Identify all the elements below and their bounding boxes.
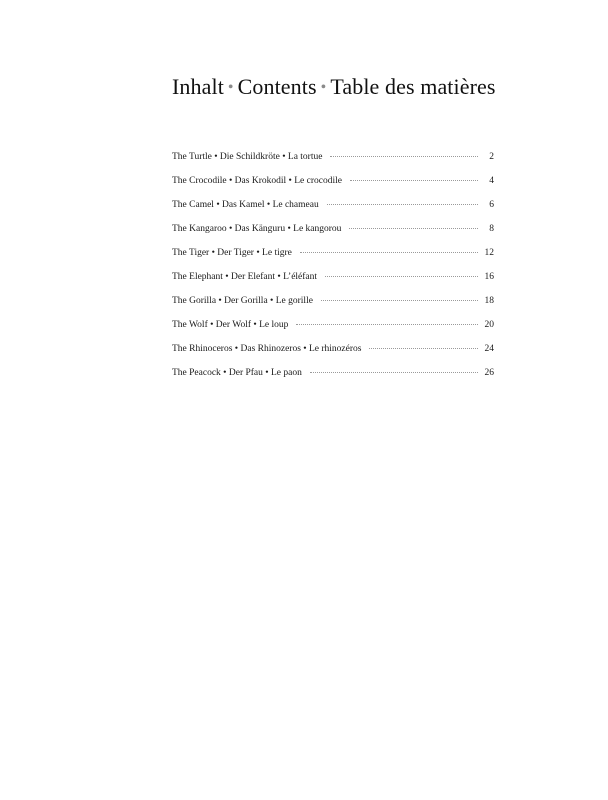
dot-leader	[300, 252, 478, 253]
toc-page-number: 18	[484, 296, 494, 306]
toc-page-number: 8	[489, 224, 494, 234]
toc-entry-gorilla[interactable]	[172, 296, 494, 320]
toc-entry-label: The Kangaroo • Das Känguru • Le kangorou	[172, 224, 342, 234]
toc-page-number: 4	[489, 176, 494, 186]
toc-entry-label: The Turtle • Die Schildkröte • La tortue	[172, 152, 323, 162]
title-french: Table des matières	[330, 74, 496, 99]
toc-page-number: 24	[484, 344, 494, 354]
dot-leader	[369, 348, 478, 349]
toc-entry-rhinoceros[interactable]	[172, 344, 494, 368]
dot-leader	[349, 228, 478, 229]
toc-entry-elephant[interactable]	[172, 272, 494, 296]
toc-entry-label: The Camel • Das Kamel • Le chameau	[172, 200, 319, 210]
toc-entry-camel[interactable]	[172, 200, 494, 224]
toc-page-number: 6	[489, 200, 494, 210]
toc-entry-label: The Gorilla • Der Gorilla • Le gorille	[172, 296, 313, 306]
title-separator: •	[320, 79, 327, 96]
title-german: Inhalt	[172, 74, 224, 99]
table-of-contents	[172, 152, 494, 392]
toc-entry-wolf[interactable]	[172, 320, 494, 344]
dot-leader	[296, 324, 478, 325]
toc-entry-label: The Crocodile • Das Krokodil • Le crocodile	[172, 176, 342, 186]
dot-leader	[325, 276, 478, 277]
toc-entry-label: The Tiger • Der Tiger • Le tigre	[172, 248, 292, 258]
page-title	[172, 74, 496, 100]
dot-leader	[350, 180, 478, 181]
dot-leader	[310, 372, 478, 373]
dot-leader	[330, 156, 478, 157]
title-english: Contents	[237, 74, 317, 99]
dot-leader	[321, 300, 478, 301]
toc-page-number: 16	[484, 272, 494, 282]
toc-page-number: 2	[489, 152, 494, 162]
toc-entry-peacock[interactable]	[172, 368, 494, 392]
toc-entry-crocodile[interactable]	[172, 176, 494, 200]
dot-leader	[327, 204, 478, 205]
toc-entry-label: The Elephant • Der Elefant • L’éléfant	[172, 272, 318, 282]
toc-entry-kangaroo[interactable]	[172, 224, 494, 248]
toc-entry-label: The Peacock • Der Pfau • Le paon	[172, 368, 302, 378]
title-separator: •	[227, 79, 234, 96]
toc-page-number: 26	[484, 368, 494, 378]
toc-entry-label: The Rhinoceros • Das Rhinozeros • Le rhinozéros	[172, 344, 362, 354]
toc-page-number: 20	[484, 320, 494, 330]
toc-page-number: 12	[484, 248, 494, 258]
toc-entry-tiger[interactable]	[172, 248, 494, 272]
toc-entry-label: The Wolf • Der Wolf • Le loup	[172, 320, 289, 330]
toc-entry-turtle[interactable]	[172, 152, 494, 176]
